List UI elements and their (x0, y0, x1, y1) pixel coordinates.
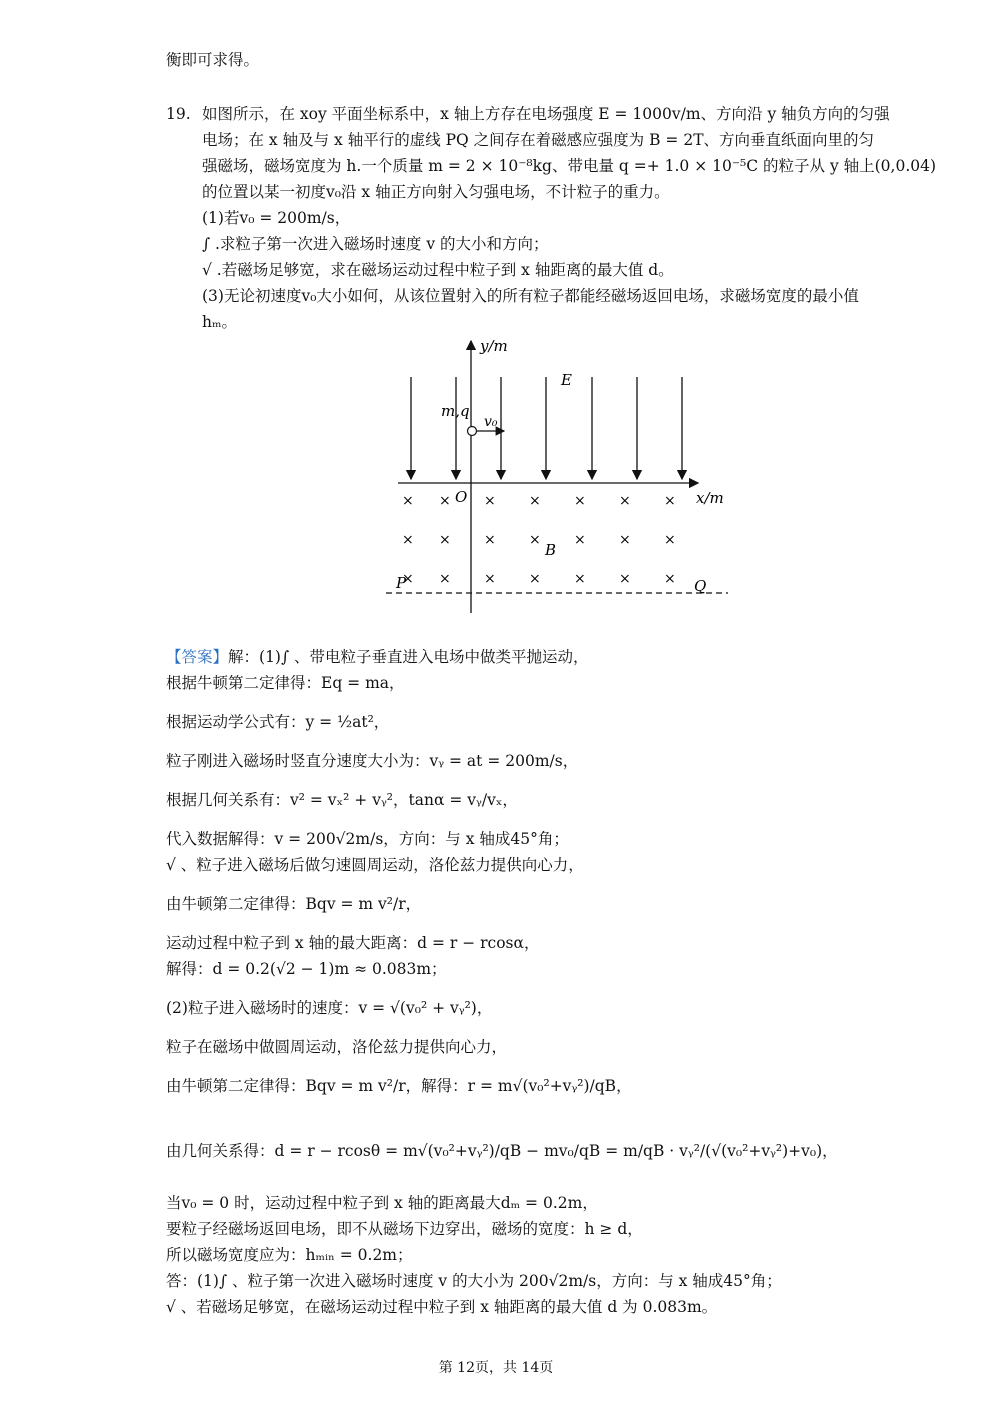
point-p-label: P (396, 574, 407, 592)
page-number: 第 12页，共 14页 (438, 1360, 554, 1376)
part-1a: ∫ .求粒子第一次进入磁场时速度 v 的大小和方向； (202, 235, 549, 253)
answer-line-8: 由牛顿第二定律得：Bqv = m v²/r， (166, 895, 422, 913)
svg-text:×: × (619, 571, 631, 587)
part-3-line-1: (3)无论初速度v₀大小如何，从该位置射入的所有粒子都能经磁场返回电场，求磁场宽度的最小值 (202, 287, 859, 305)
answer-line-5: 根据几何关系有：v² = vₓ² + vᵧ²，tanα = vᵧ/vₓ， (166, 791, 518, 809)
answer-line-16: 要粒子经磁场返回电场，即不从磁场下边穿出，磁场的宽度：h ≥ d， (166, 1220, 643, 1238)
svg-text:×: × (484, 493, 496, 509)
answer-line-19: √ 、若磁场足够宽，在磁场运动过程中粒子到 x 轴距离的最大值 d 为 0.083m。 (166, 1298, 718, 1316)
svg-text:×: × (402, 493, 414, 509)
svg-text:×: × (529, 571, 541, 587)
answer-line-13: 由牛顿第二定律得：Bqv = m v²/r，解得：r = m√(v₀²+vᵧ²)/qB， (166, 1077, 632, 1095)
answer-line-6: 代入数据解得：v = 200√2m/s，方向：与 x 轴成45°角； (166, 830, 569, 848)
svg-text:×: × (529, 493, 541, 509)
answer-line-17: 所以磁场宽度应为：hₘᵢₙ = 0.2m； (166, 1246, 413, 1264)
part-1b: √ .若磁场足够宽，求在磁场运动过程中粒子到 x 轴距离的最大值 d。 (202, 261, 674, 279)
problem-line-3: 强磁场，磁场宽度为 h.一个质量 m = 2 × 10⁻⁸kg、带电量 q =+ 1.0 × 10⁻⁵C 的粒子从 y 轴上(0,0.04) (202, 157, 937, 175)
svg-text:×: × (574, 493, 586, 509)
y-axis-label: y/m (480, 337, 508, 355)
answer-line-11: (2)粒子进入磁场时的速度：v = √(v₀² + vᵧ²)， (166, 999, 493, 1017)
problem-line-1: 如图所示，在 xoy 平面坐标系中，x 轴上方存在电场强度 E = 1000v/m、方向沿 y 轴负方向的匀强 (202, 105, 890, 123)
svg-text:×: × (402, 532, 414, 548)
field-diagram (380, 335, 740, 615)
svg-text:×: × (574, 532, 586, 548)
svg-text:×: × (664, 532, 676, 548)
answer-line-12: 粒子在磁场中做圆周运动，洛伦兹力提供向心力， (166, 1038, 508, 1056)
answer-line-9: 运动过程中粒子到 x 轴的最大距离：d = r − rcosα， (166, 934, 540, 952)
particle (468, 427, 477, 436)
answer-line-3: 根据运动学公式有：y = ½at²， (166, 713, 390, 731)
problem-number: 19. (166, 105, 191, 123)
svg-text:×: × (439, 571, 451, 587)
problem-line-4: 的位置以某一初度v₀沿 x 轴正方向射入匀强电场，不计粒子的重力。 (202, 183, 670, 201)
svg-text:×: × (619, 532, 631, 548)
velocity-label: v₀ (484, 414, 498, 430)
answer-line-18: 答：(1)∫ 、粒子第一次进入磁场时速度 v 的大小为 200√2m/s，方向：与 x 轴成45°角； (166, 1272, 782, 1290)
magnetic-field-crosses (402, 493, 676, 587)
part-3-line-2: hₘ。 (202, 313, 237, 331)
answer-line-1-text: 解：(1)∫ 、带电粒子垂直进入电场中做类平抛运动， (228, 648, 589, 666)
field-e-label: E (561, 371, 572, 389)
svg-text:×: × (439, 493, 451, 509)
continuation-text: 衡即可求得。 (166, 51, 260, 69)
answer-line-4: 粒子刚进入磁场时竖直分速度大小为：vᵧ = at = 200m/s， (166, 752, 579, 770)
electric-field-lines (411, 377, 682, 479)
svg-text:×: × (484, 532, 496, 548)
x-axis-label: x/m (696, 489, 724, 507)
svg-text:×: × (402, 571, 414, 587)
svg-text:×: × (664, 571, 676, 587)
particle-label: m,q (441, 402, 470, 420)
answer-tag: 【答案】 (166, 648, 229, 666)
svg-text:×: × (664, 493, 676, 509)
svg-text:×: × (529, 532, 541, 548)
answer-line-1 (166, 647, 588, 667)
point-q-label: Q (694, 577, 707, 595)
answer-line-14: 由几何关系得：d = r − rcosθ = m√(v₀²+vᵧ²)/qB − mv₀/qB = m/qB · vᵧ²/(√(v₀²+vᵧ²)+v₀)， (166, 1142, 838, 1160)
svg-text:×: × (574, 571, 586, 587)
answer-line-2: 根据牛顿第二定律得：Eq = ma， (166, 674, 405, 692)
answer-line-7: √ 、粒子进入磁场后做匀速圆周运动，洛伦兹力提供向心力， (166, 856, 584, 874)
problem-line-2: 电场；在 x 轴及与 x 轴平行的虚线 PQ 之间存在着磁感应强度为 B = 2T、方向垂直纸面向里的匀 (202, 131, 875, 149)
field-b-label: B (545, 541, 557, 559)
origin-label: O (455, 488, 468, 506)
svg-text:×: × (484, 571, 496, 587)
svg-text:×: × (619, 493, 631, 509)
svg-text:×: × (439, 532, 451, 548)
part-1: (1)若v₀ = 200m/s， (202, 209, 351, 227)
answer-line-10: 解得：d = 0.2(√2 − 1)m ≈ 0.083m； (166, 960, 447, 978)
answer-line-15: 当v₀ = 0 时，运动过程中粒子到 x 轴的距离最大dₘ = 0.2m， (166, 1194, 598, 1212)
